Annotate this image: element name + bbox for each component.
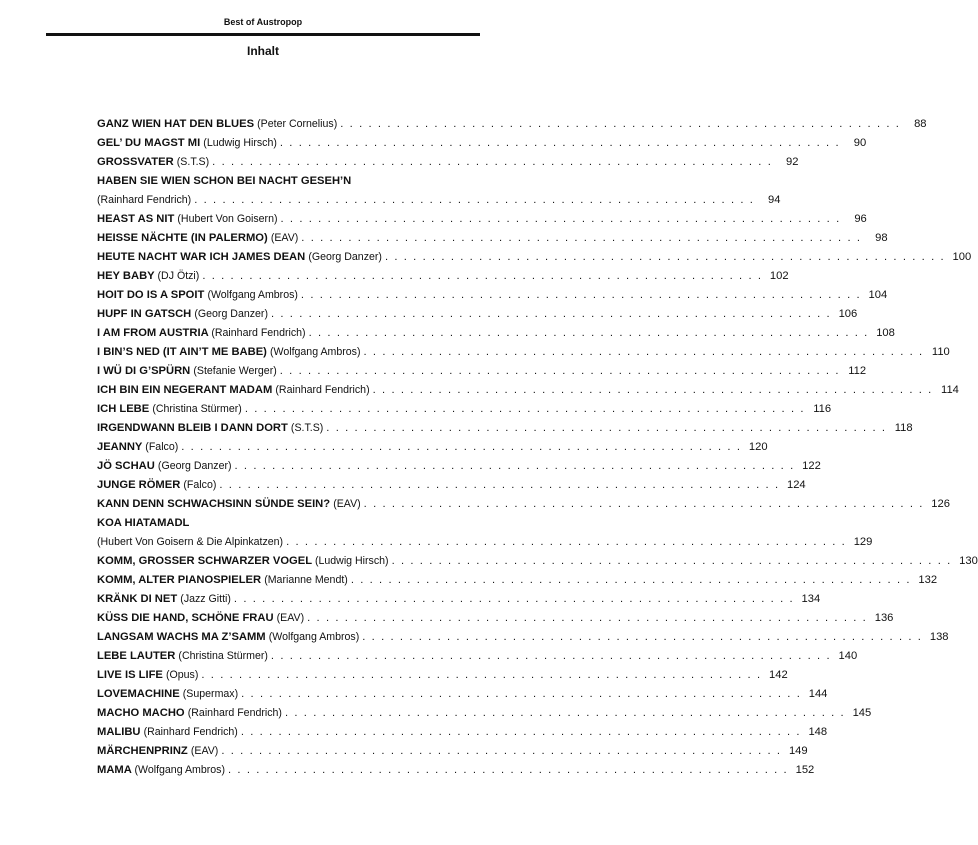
- dot-leader: . . . . . . . . . . . . . . . . . . . . . . . . . . . . . . . . . . . . . . . . . . . . . . . . . . . . . . . . . . . .: [300, 289, 862, 301]
- page-title: Inhalt: [247, 44, 279, 58]
- toc-entry: [97, 552, 978, 571]
- page-number: 138: [929, 631, 949, 643]
- toc-entry-text: [97, 514, 189, 533]
- page-number: 102: [769, 270, 789, 282]
- toc-entry: [97, 115, 927, 134]
- song-title: HEY BABY: [97, 270, 155, 282]
- dot-leader: . . . . . . . . . . . . . . . . . . . . . . . . . . . . . . . . . . . . . . . . . . . . . . . . . . . . . . . . . . . .: [270, 308, 832, 320]
- song-artist: (Georg Danzer): [308, 251, 382, 263]
- dot-leader: . . . . . . . . . . . . . . . . . . . . . . . . . . . . . . . . . . . . . . . . . . . . . . . . . . . . . . . . . . . .: [241, 688, 802, 700]
- dot-leader: . . . . . . . . . . . . . . . . . . . . . . . . . . . . . . . . . . . . . . . . . . . . . . . . . . . . . . . . . . . .: [391, 555, 952, 567]
- toc-entry: [97, 381, 959, 400]
- toc-entry-text: [97, 742, 218, 761]
- toc-entry: [97, 609, 894, 628]
- dot-leader: . . . . . . . . . . . . . . . . . . . . . . . . . . . . . . . . . . . . . . . . . . . . . . . . . . . . . . . . . . . .: [234, 460, 795, 472]
- toc-entry: [97, 685, 828, 704]
- toc-entry: [97, 457, 821, 476]
- song-title: KOMM, GROSSER SCHWARZER VOGEL: [97, 555, 312, 567]
- dot-leader: . . . . . . . . . . . . . . . . . . . . . . . . . . . . . . . . . . . . . . . . . . . . . . . . . . . . . . . . . . . .: [280, 213, 841, 225]
- toc-entry-text: [97, 305, 268, 324]
- dot-leader: . . . . . . . . . . . . . . . . . . . . . . . . . . . . . . . . . . . . . . . . . . . . . . . . . . . . . . . . . . . .: [233, 593, 795, 605]
- page-number: 100: [952, 251, 972, 263]
- page-number: 120: [748, 441, 768, 453]
- toc-entry-text: [97, 628, 359, 647]
- dot-leader: . . . . . . . . . . . . . . . . . . . . . . . . . . . . . . . . . . . . . . . . . . . . . . . . . . . . . . . . . . . .: [279, 137, 841, 149]
- page-number: 124: [786, 479, 806, 491]
- dot-leader: . . . . . . . . . . . . . . . . . . . . . . . . . . . . . . . . . . . . . . . . . . . . . . . . . . . . . . . . . . . .: [194, 194, 755, 206]
- toc-entry: [97, 476, 806, 495]
- toc-entry: [97, 723, 828, 742]
- song-title: JEANNY: [97, 441, 143, 453]
- page-number: 130: [959, 555, 978, 567]
- page-number: 88: [914, 118, 927, 130]
- dot-leader: . . . . . . . . . . . . . . . . . . . . . . . . . . . . . . . . . . . . . . . . . . . . . . . . . . . . . . . . . . . .: [326, 422, 887, 434]
- toc-entry: [97, 343, 950, 362]
- song-title: LOVEMACHINE: [97, 688, 180, 700]
- song-title: IRGENDWANN BLEIB I DANN DORT: [97, 422, 288, 434]
- header-rule: [46, 33, 480, 36]
- song-artist: (Wolfgang Ambros): [207, 289, 298, 301]
- toc-entry: [97, 248, 972, 267]
- dot-leader: . . . . . . . . . . . . . . . . . . . . . . . . . . . . . . . . . . . . . . . . . . . . . . . . . . . . . . . . . . . .: [244, 403, 806, 415]
- page-number: 118: [894, 422, 913, 434]
- song-artist: (Hubert Von Goisern & Die Alpinkatzen): [97, 536, 284, 548]
- dot-leader: . . . . . . . . . . . . . . . . . . . . . . . . . . . . . . . . . . . . . . . . . . . . . . . . . . . . . . . . . . . .: [301, 232, 862, 244]
- toc-entry-text: [97, 381, 370, 400]
- page-number: 132: [918, 574, 938, 586]
- toc-entry-text: [97, 210, 278, 229]
- song-artist: (Wolfgang Ambros): [268, 631, 360, 643]
- song-artist: (Georg Danzer): [194, 308, 268, 320]
- page-number: 145: [852, 707, 872, 719]
- song-artist: (Rainhard Fendrich): [97, 194, 192, 206]
- toc-entry: [97, 628, 949, 647]
- toc-entry: [97, 191, 781, 210]
- song-title: HEAST AS NIT: [97, 213, 175, 225]
- toc-entry: [97, 172, 480, 191]
- dot-leader: . . . . . . . . . . . . . . . . . . . . . . . . . . . . . . . . . . . . . . . . . . . . . . . . . . . . . . . . . . . .: [240, 726, 802, 738]
- toc-entry: [97, 666, 788, 685]
- song-title: HEISSE NÄCHTE (IN PALERMO): [97, 232, 268, 244]
- dot-leader: . . . . . . . . . . . . . . . . . . . . . . . . . . . . . . . . . . . . . . . . . . . . . . . . . . . . . . . . . . . .: [286, 536, 847, 548]
- dot-leader: . . . . . . . . . . . . . . . . . . . . . . . . . . . . . . . . . . . . . . . . . . . . . . . . . . . . . . . . . . . .: [308, 327, 869, 339]
- page-number: 122: [802, 460, 821, 472]
- toc-entry: [97, 761, 815, 780]
- page-number: 112: [848, 365, 867, 377]
- toc-entry-text: [97, 115, 337, 134]
- song-artist: (Opus): [166, 669, 199, 681]
- toc-entry: [97, 419, 913, 438]
- page-number: 152: [795, 764, 815, 776]
- toc-entry: [97, 438, 768, 457]
- song-title: GEL’ DU MAGST MI: [97, 137, 201, 149]
- song-artist: (Falco): [145, 441, 179, 453]
- page-number: 129: [853, 536, 873, 548]
- toc-entry-text: [97, 419, 323, 438]
- toc-entry-text: [97, 457, 232, 476]
- song-title: JUNGE RÖMER: [97, 479, 181, 491]
- toc-entry-text: [97, 495, 361, 514]
- toc-entry-text: [97, 723, 238, 742]
- toc-entry: [97, 134, 867, 153]
- toc-entry-text: [97, 153, 209, 172]
- toc-entry-text: [97, 666, 198, 685]
- song-title: HUPF IN GATSCH: [97, 308, 192, 320]
- page-number: 104: [868, 289, 888, 301]
- toc-entry: [97, 590, 821, 609]
- running-header: Best of Austropop: [223, 17, 303, 27]
- song-artist: (Rainhard Fendrich): [187, 707, 282, 719]
- song-title: HEUTE NACHT WAR ICH JAMES DEAN: [97, 251, 306, 263]
- toc-entry-text: [97, 533, 283, 552]
- toc-entry: [97, 229, 888, 248]
- song-title: KANN DENN SCHWACHSINN SÜNDE SEIN?: [97, 498, 331, 510]
- song-title: HABEN SIE WIEN SCHON BEI NACHT GESEH’N: [97, 175, 352, 187]
- toc-entry: [97, 324, 895, 343]
- song-title: KÜSS DIE HAND, SCHÖNE FRAU: [97, 612, 274, 624]
- toc-entry-text: [97, 400, 242, 419]
- table-of-contents: [97, 115, 978, 780]
- song-title: I BIN’S NED (IT AIN’T ME BABE): [97, 346, 267, 358]
- song-artist: (Peter Cornelius): [257, 118, 338, 130]
- toc-entry-text: [97, 476, 216, 495]
- song-title: MAMA: [97, 764, 132, 776]
- dot-leader: . . . . . . . . . . . . . . . . . . . . . . . . . . . . . . . . . . . . . . . . . . . . . . . . . . . . . . . . . . . .: [362, 631, 923, 643]
- page-number: 96: [854, 213, 867, 225]
- dot-leader: . . . . . . . . . . . . . . . . . . . . . . . . . . . . . . . . . . . . . . . . . . . . . . . . . . . . . . . . . . . .: [221, 745, 782, 757]
- song-title: MÄRCHENPRINZ: [97, 745, 188, 757]
- page-number: 140: [838, 650, 858, 662]
- page-number: 116: [813, 403, 832, 415]
- toc-entry-text: [97, 229, 298, 248]
- song-title: MALIBU: [97, 726, 141, 738]
- song-artist: (Wolfgang Ambros): [134, 764, 225, 776]
- toc-entry: [97, 400, 832, 419]
- toc-entry-text: [97, 191, 191, 210]
- song-artist: (Rainhard Fendrich): [275, 384, 370, 396]
- page-number: 126: [931, 498, 950, 510]
- song-artist: (EAV): [270, 232, 299, 244]
- song-title: KOMM, ALTER PIANOSPIELER: [97, 574, 262, 586]
- page-number: 114: [941, 384, 959, 396]
- dot-leader: . . . . . . . . . . . . . . . . . . . . . . . . . . . . . . . . . . . . . . . . . . . . . . . . . . . . . . . . . . . .: [284, 707, 846, 719]
- song-artist: (Ludwig Hirsch): [314, 555, 389, 567]
- toc-entry-text: [97, 324, 306, 343]
- song-title: LIVE IS LIFE: [97, 669, 163, 681]
- page-number: 94: [768, 194, 781, 206]
- song-title: MACHO MACHO: [97, 707, 185, 719]
- song-artist: (Rainhard Fendrich): [143, 726, 238, 738]
- page-number: 98: [875, 232, 888, 244]
- song-title: LANGSAM WACHS MA Z’SAMM: [97, 631, 266, 643]
- page-number: 106: [838, 308, 858, 320]
- toc-entry-text: [97, 609, 304, 628]
- song-artist: (Hubert Von Goisern): [177, 213, 278, 225]
- toc-entry-text: [97, 267, 199, 286]
- toc-entry-text: [97, 438, 178, 457]
- toc-entry: [97, 742, 808, 761]
- toc-entry: [97, 362, 867, 381]
- dot-leader: . . . . . . . . . . . . . . . . . . . . . . . . . . . . . . . . . . . . . . . . . . . . . . . . . . . . . . . . . . . .: [202, 270, 763, 282]
- song-artist: (Jazz Gitti): [180, 593, 231, 605]
- page-number: 92: [785, 156, 799, 168]
- toc-entry-text: [97, 172, 351, 191]
- song-artist: (Wolfgang Ambros): [270, 346, 361, 358]
- song-artist: (S.T.S): [176, 156, 210, 168]
- song-title: ICH BIN EIN NEGERANT MADAM: [97, 384, 273, 396]
- song-artist: (Christina Stürmer): [152, 403, 242, 415]
- song-artist: (Stefanie Werger): [193, 365, 277, 377]
- song-artist: (Supermax): [182, 688, 239, 700]
- toc-entry: [97, 647, 858, 666]
- toc-entry-text: [97, 362, 277, 381]
- toc-entry-text: [97, 571, 348, 590]
- toc-entry-text: [97, 343, 360, 362]
- song-artist: (EAV): [190, 745, 219, 757]
- page-number: 149: [788, 745, 808, 757]
- dot-leader: . . . . . . . . . . . . . . . . . . . . . . . . . . . . . . . . . . . . . . . . . . . . . . . . . . . . . . . . . . . .: [307, 612, 868, 624]
- toc-entry-text: [97, 248, 382, 267]
- page-number: 108: [876, 327, 895, 339]
- toc-entry: [97, 533, 873, 552]
- song-title: GROSSVATER: [97, 156, 174, 168]
- song-title: ICH LEBE: [97, 403, 150, 415]
- song-title: GANZ WIEN HAT DEN BLUES: [97, 118, 255, 130]
- toc-entry: [97, 153, 799, 172]
- toc-entry-text: [97, 704, 282, 723]
- dot-leader: . . . . . . . . . . . . . . . . . . . . . . . . . . . . . . . . . . . . . . . . . . . . . . . . . . . . . . . . . . . .: [201, 669, 762, 681]
- dot-leader: . . . . . . . . . . . . . . . . . . . . . . . . . . . . . . . . . . . . . . . . . . . . . . . . . . . . . . . . . . . .: [279, 365, 841, 377]
- song-title: I AM FROM AUSTRIA: [97, 327, 209, 339]
- song-title: I WÜ DI G’SPÜRN: [97, 365, 191, 377]
- toc-entry: [97, 514, 480, 533]
- toc-entry-text: [97, 590, 231, 609]
- song-title: HOIT DO IS A SPOIT: [97, 289, 205, 301]
- dot-leader: . . . . . . . . . . . . . . . . . . . . . . . . . . . . . . . . . . . . . . . . . . . . . . . . . . . . . . . . . . . .: [372, 384, 933, 396]
- song-artist: (Christina Stürmer): [178, 650, 268, 662]
- page-number: 148: [808, 726, 828, 738]
- page-number: 136: [874, 612, 894, 624]
- dot-leader: . . . . . . . . . . . . . . . . . . . . . . . . . . . . . . . . . . . . . . . . . . . . . . . . . . . . . . . . . . . .: [340, 118, 901, 130]
- song-artist: (Georg Danzer): [157, 460, 232, 472]
- song-artist: (Marianne Mendt): [264, 574, 348, 586]
- toc-entry-text: [97, 647, 268, 666]
- dot-leader: . . . . . . . . . . . . . . . . . . . . . . . . . . . . . . . . . . . . . . . . . . . . . . . . . . . . . . . . . . . .: [363, 346, 924, 358]
- toc-entry-text: [97, 286, 298, 305]
- toc-entry: [97, 571, 938, 590]
- song-artist: (Rainhard Fendrich): [211, 327, 306, 339]
- toc-entry: [97, 495, 950, 514]
- page-number: 144: [808, 688, 828, 700]
- toc-entry-text: [97, 134, 277, 153]
- dot-leader: . . . . . . . . . . . . . . . . . . . . . . . . . . . . . . . . . . . . . . . . . . . . . . . . . . . . . . . . . . . .: [219, 479, 780, 491]
- page-number: 134: [801, 593, 821, 605]
- toc-entry-text: [97, 761, 225, 780]
- song-title: KRÄNK DI NET: [97, 593, 178, 605]
- dot-leader: . . . . . . . . . . . . . . . . . . . . . . . . . . . . . . . . . . . . . . . . . . . . . . . . . . . . . . . . . . . .: [212, 156, 773, 168]
- song-artist: (DJ Ötzi): [157, 270, 200, 282]
- song-artist: (S.T.S): [290, 422, 324, 434]
- song-artist: (EAV): [276, 612, 305, 624]
- dot-leader: . . . . . . . . . . . . . . . . . . . . . . . . . . . . . . . . . . . . . . . . . . . . . . . . . . . . . . . . . . . .: [350, 574, 912, 586]
- dot-leader: . . . . . . . . . . . . . . . . . . . . . . . . . . . . . . . . . . . . . . . . . . . . . . . . . . . . . . . . . . . .: [363, 498, 924, 510]
- dot-leader: . . . . . . . . . . . . . . . . . . . . . . . . . . . . . . . . . . . . . . . . . . . . . . . . . . . . . . . . . . . .: [181, 441, 742, 453]
- page-number: 110: [931, 346, 950, 358]
- song-title: JÖ SCHAU: [97, 460, 155, 472]
- toc-entry: [97, 210, 867, 229]
- toc-entry-text: [97, 552, 389, 571]
- dot-leader: . . . . . . . . . . . . . . . . . . . . . . . . . . . . . . . . . . . . . . . . . . . . . . . . . . . . . . . . . . . .: [384, 251, 946, 263]
- dot-leader: . . . . . . . . . . . . . . . . . . . . . . . . . . . . . . . . . . . . . . . . . . . . . . . . . . . . . . . . . . . .: [270, 650, 832, 662]
- page-number: 142: [769, 669, 788, 681]
- song-artist: (Falco): [183, 479, 217, 491]
- song-title: LEBE LAUTER: [97, 650, 176, 662]
- toc-entry: [97, 267, 789, 286]
- toc-entry: [97, 704, 872, 723]
- song-artist: (EAV): [333, 498, 361, 510]
- toc-entry-text: [97, 685, 238, 704]
- song-title: KOA HIATAMADL: [97, 517, 190, 529]
- toc-entry: [97, 305, 858, 324]
- dot-leader: . . . . . . . . . . . . . . . . . . . . . . . . . . . . . . . . . . . . . . . . . . . . . . . . . . . . . . . . . . . .: [227, 764, 789, 776]
- song-artist: (Ludwig Hirsch): [203, 137, 277, 149]
- toc-entry: [97, 286, 888, 305]
- page-number: 90: [853, 137, 867, 149]
